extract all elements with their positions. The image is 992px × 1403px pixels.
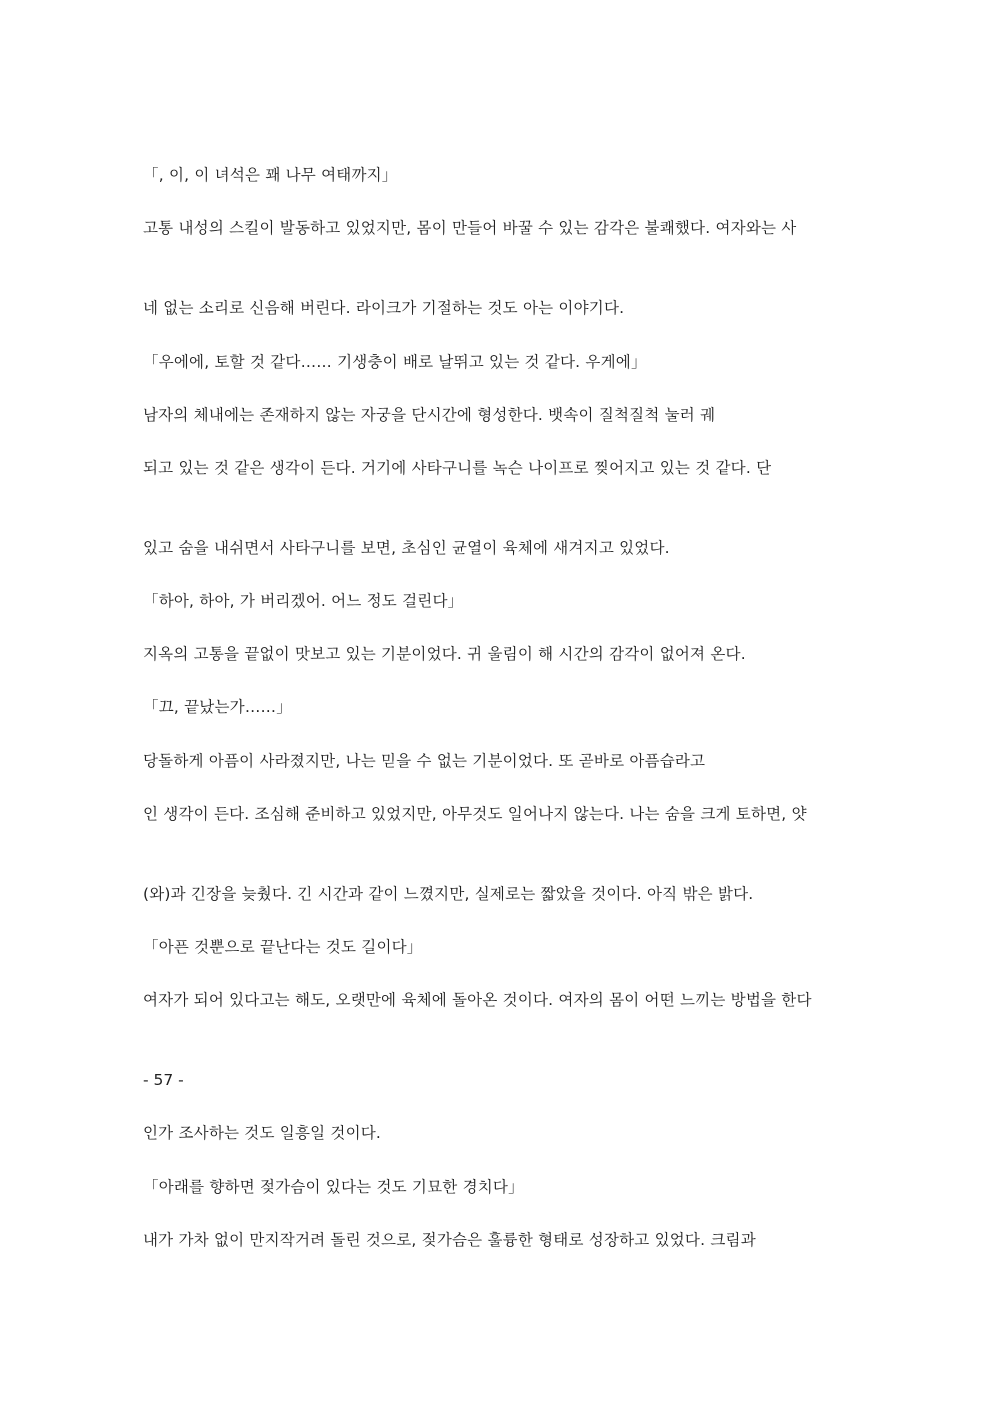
paragraph-6: 되고 있는 것 같은 생각이 든다. 거기에 사타구니를 녹슨 나이프로 찢어지고 있는 것 같다. 단 xyxy=(143,459,772,477)
paragraph-9: 지옥의 고통을 끝없이 맛보고 있는 기분이었다. 귀 울림이 해 시간의 감각이 없어져 온다. xyxy=(143,645,746,663)
paragraph-17: 「아래를 향하면 젖가슴이 있다는 것도 기묘한 경치다」 xyxy=(143,1178,524,1196)
paragraph-13: (와)과 긴장을 늦췄다. 긴 시간과 같이 느꼈지만, 실제로는 짧았을 것이다. 아직 밖은 밝다. xyxy=(143,885,754,903)
paragraph-14: 「아픈 것뿐으로 끝난다는 것도 길이다」 xyxy=(143,938,423,956)
paragraph-18: 내가 가차 없이 만지작거려 돌린 것으로, 젖가슴은 훌륭한 형태로 성장하고 있었다. 크림과 xyxy=(143,1231,756,1249)
paragraph-16: 인가 조사하는 것도 일흥일 것이다. xyxy=(143,1124,382,1142)
paragraph-3: 네 없는 소리로 신음해 버린다. 라이크가 기절하는 것도 아는 이야기다. xyxy=(143,299,625,317)
paragraph-12: 인 생각이 든다. 조심해 준비하고 있었지만, 아무것도 일어나지 않는다. 나는 숨을 크게 토하면, 얏 xyxy=(143,805,807,823)
paragraph-10: 「끄, 끝났는가……」 xyxy=(143,698,292,716)
paragraph-11: 당돌하게 아픔이 사라졌지만, 나는 믿을 수 없는 기분이었다. 또 곧바로 아픔습라고 xyxy=(143,752,706,770)
paragraph-4: 「우에에, 토할 것 같다…… 기생충이 배로 날뛰고 있는 것 같다. 우게에」 xyxy=(143,353,647,371)
page-number: - 57 - xyxy=(143,1071,184,1089)
paragraph-5: 남자의 체내에는 존재하지 않는 자궁을 단시간에 형성한다. 뱃속이 질척질척 눌러 궤 xyxy=(143,406,716,424)
paragraph-7: 있고 숨을 내쉬면서 사타구니를 보면, 초심인 균열이 육체에 새겨지고 있었다. xyxy=(143,539,670,557)
paragraph-15: 여자가 되어 있다고는 해도, 오랫만에 육체에 돌아온 것이다. 여자의 몸이 어떤 느끼는 방법을 한다 xyxy=(143,991,812,1009)
paragraph-1: 「, 이, 이 녀석은 꽤 나무 여태까지」 xyxy=(143,166,398,184)
paragraph-8: 「하아, 하아, 가 버리겠어. 어느 정도 걸린다」 xyxy=(143,592,464,610)
paragraph-2: 고통 내성의 스킬이 발동하고 있었지만, 몸이 만들어 바꿀 수 있는 감각은 불쾌했다. 여자와는 사 xyxy=(143,219,797,237)
